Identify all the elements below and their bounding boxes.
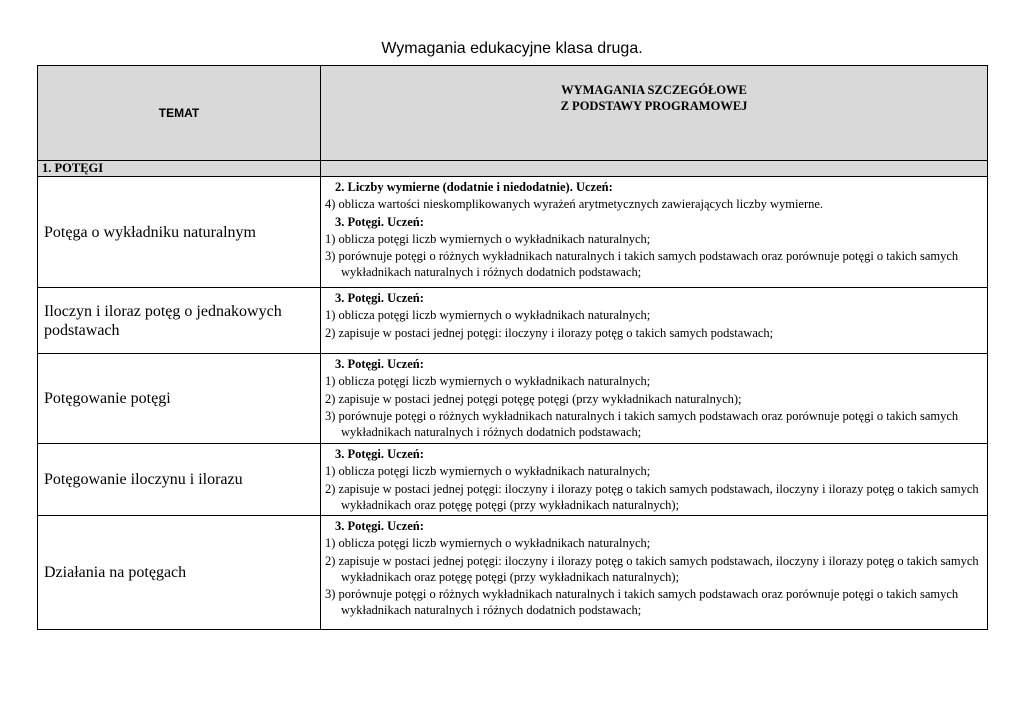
requirement-heading: 2. Liczby wymierne (dodatnie i niedodatnie). Uczeń: xyxy=(335,180,613,194)
section-title: 1. POTĘGI xyxy=(38,161,321,177)
header-wymagania-line2: Z PODSTAWY PROGRAMOWEJ xyxy=(560,99,748,113)
table-row xyxy=(38,177,988,288)
requirement-heading: 3. Potęgi. Uczeń: xyxy=(335,519,424,533)
table-row xyxy=(38,288,988,354)
requirements-table xyxy=(37,65,988,630)
requirement-item: 2) zapisuje w postaci jednej potęgi potęgę potęgi (przy wykładnikach naturalnych); xyxy=(325,391,742,406)
requirements-cell xyxy=(321,444,988,516)
requirements-cell xyxy=(321,177,988,288)
header-wymagania-line1: WYMAGANIA SZCZEGÓŁOWE xyxy=(561,83,747,97)
table-row xyxy=(38,516,988,630)
requirement-heading: 3. Potęgi. Uczeń: xyxy=(335,291,424,305)
table-header-row xyxy=(38,66,988,161)
section-blank-cell xyxy=(321,161,988,177)
requirement-item: 3) porównuje potęgi o różnych wykładnikach naturalnych i takich samych podstawach oraz porównuje potęgi o takich samych wykładnikach naturalnych i różnych dodatnich podstawach; xyxy=(325,249,959,279)
requirement-item: 2) zapisuje w postaci jednej potęgi: iloczyny i ilorazy potęg o takich samych podstawach, iloczyny i ilorazy potęg o takich samych wykładnikach oraz potęgę potęgi (przy wykładnikach naturalnych); xyxy=(325,553,979,584)
requirement-heading: 3. Potęgi. Uczeń: xyxy=(335,214,424,229)
topic-cell: Potęga o wykładniku naturalnym xyxy=(38,177,321,288)
requirement-item: 1) oblicza potęgi liczb wymiernych o wykładnikach naturalnych; xyxy=(325,374,651,388)
requirements-cell xyxy=(321,516,988,630)
page-title: Wymagania edukacyjne klasa druga. xyxy=(381,40,643,57)
requirement-item: 4) oblicza wartości nieskomplikowanych wyrażeń arytmetycznych zawierających liczby wymierne. xyxy=(325,197,824,211)
topic-cell: Potęgowanie iloczynu i ilorazu xyxy=(38,444,321,516)
topic-cell: Potęgowanie potęgi xyxy=(38,354,321,444)
requirement-item: 1) oblicza potęgi liczb wymiernych o wykładnikach naturalnych; xyxy=(325,308,651,322)
requirements-cell xyxy=(321,354,988,444)
requirement-item: 2) zapisuje w postaci jednej potęgi: iloczyny i ilorazy potęg o takich samych podstawach; xyxy=(325,325,774,340)
topic-cell: Działania na potęgach xyxy=(38,516,321,630)
requirements-cell xyxy=(321,288,988,354)
requirement-item: 1) oblicza potęgi liczb wymiernych o wykładnikach naturalnych; xyxy=(325,464,651,478)
requirement-item: 1) oblicza potęgi liczb wymiernych o wykładnikach naturalnych; xyxy=(325,536,651,550)
requirement-heading: 3. Potęgi. Uczeń: xyxy=(335,357,424,371)
header-temat: TEMAT xyxy=(38,66,321,161)
section-row xyxy=(38,161,988,177)
requirement-item: 3) porównuje potęgi o różnych wykładnikach naturalnych i takich samych podstawach oraz porównuje potęgi o takich samych wykładnikach naturalnych i różnych dodatnich podstawach; xyxy=(325,409,959,439)
requirement-heading: 3. Potęgi. Uczeń: xyxy=(335,447,424,461)
requirement-item: 2) zapisuje w postaci jednej potęgi: iloczyny i ilorazy potęg o takich samych podstawach, iloczyny i ilorazy potęg o takich samych wykładnikach oraz potęgę potęgi (przy wykładnikach naturalnych); xyxy=(325,481,979,512)
topic-cell: Iloczyn i iloraz potęg o jednakowych podstawach xyxy=(38,288,321,354)
requirement-item: 3) porównuje potęgi o różnych wykładnikach naturalnych i takich samych podstawach oraz porównuje potęgi o takich samych wykładnikach naturalnych i różnych dodatnich podstawach; xyxy=(325,587,959,617)
header-wymagania xyxy=(321,66,988,161)
table-row xyxy=(38,444,988,516)
table-row xyxy=(38,354,988,444)
requirement-item: 1) oblicza potęgi liczb wymiernych o wykładnikach naturalnych; xyxy=(325,231,651,246)
